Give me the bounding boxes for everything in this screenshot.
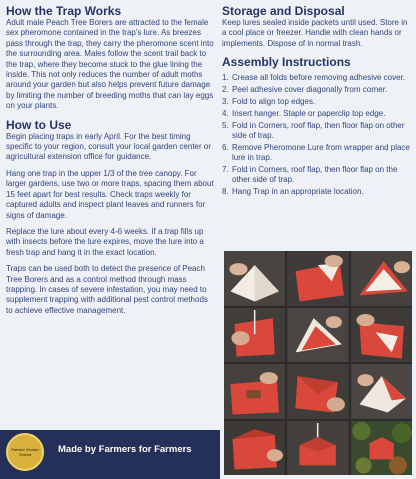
assembly-step: 7. Fold in Corners, roof flap, then floor flap on the other side of trap. <box>222 165 398 185</box>
trap-assembled-photo <box>287 421 348 476</box>
footer-banner <box>0 430 220 479</box>
how-to-use-para-1: Begin placing traps in early April. For the best timing specific to your region, consult your local garden center or agricultural extension office for guidance. <box>6 131 211 162</box>
assembly-step: 1. Crease all folds before removing adhesive cover. <box>222 73 405 83</box>
trap-open-photo <box>224 421 285 476</box>
insert-hanger-photo <box>224 308 285 363</box>
fold-corners-photo <box>287 308 348 363</box>
remove-lure-photo <box>351 308 412 363</box>
storage-body: Keep lures sealed inside packets until used. Store in a cool place or freezer. Handle with clean hands or implements. Dispose of in normal trash. <box>222 18 408 48</box>
trap-hanging-photo <box>351 421 412 476</box>
badge-line-2: Tested <box>18 452 32 457</box>
fold-flap-photo <box>287 364 348 419</box>
peel-cover-photo <box>287 251 348 306</box>
storage-heading: Storage and Disposal <box>222 4 345 18</box>
assembly-heading: Assembly Instructions <box>222 55 351 70</box>
assembly-step: 8. Hang Trap in an appropriate location. <box>222 187 364 197</box>
assembly-photo-grid <box>224 251 412 475</box>
how-to-use-para-2: Hang one trap in the upper 1/3 of the tree canopy. For larger gardens, use two or more traps, spacing them about 15 feet apart for best results. Check traps weekly for captured adults and inspect plant leaves and runners for signs of damage. <box>6 168 214 220</box>
trap-works-body: Adult male Peach Tree Borers are attracted to the female sex pheromone contained in the trap's lure. As breezes pass through the trap, they carry the pheromone scent into the surrounding area. Males follow the scent trail back to the trap, where they become stuck to the glue lining the inside. This not only reduces the number of adult moths around your garden but also helps prevent future damage by limiting the number of breeding moths that can lay eggs on your plants. <box>6 18 214 111</box>
badge-line-1: Farmer Grown <box>11 447 39 452</box>
fold-crease-photo <box>224 251 285 306</box>
assembly-step: 3. Fold to align top edges. <box>222 97 316 107</box>
how-to-use-para-3: Replace the lure about every 4-6 weeks. If a trap fills up with insects before the lure expires, move the lure into a fresh trap and hang it in the exact location. <box>6 226 204 257</box>
assembly-step: 4. Insert hanger. Staple or paperclip top edge. <box>222 109 386 119</box>
fold-align-photo <box>351 251 412 306</box>
assembly-step: 2. Peel adhesive cover diagonally from corner. <box>222 85 388 95</box>
how-to-use-para-4: Traps can be used both to detect the presence of Peach Tree Borers and as a control method through mass trapping. In cases of severe infestation, you may need to supplement trapping with additional pest control methods to achieve effective management. <box>6 264 208 315</box>
trap-works-heading: How the Trap Works <box>6 4 122 18</box>
footer-tagline: Made by Farmers for Farmers <box>58 444 192 455</box>
assembly-step: 6. Remove Pheromone Lure from wrapper and place lure in trap. <box>222 143 410 163</box>
assembly-steps <box>222 73 412 197</box>
how-to-use-heading: How to Use <box>6 117 72 132</box>
left-column <box>6 4 214 434</box>
place-lure-photo <box>224 364 285 419</box>
staple-edge-photo <box>351 364 412 419</box>
farmer-grown-badge-icon <box>6 433 44 471</box>
assembly-step: 5. Fold in Corners, roof flap, then floor flap on other side of trap. <box>222 121 405 141</box>
